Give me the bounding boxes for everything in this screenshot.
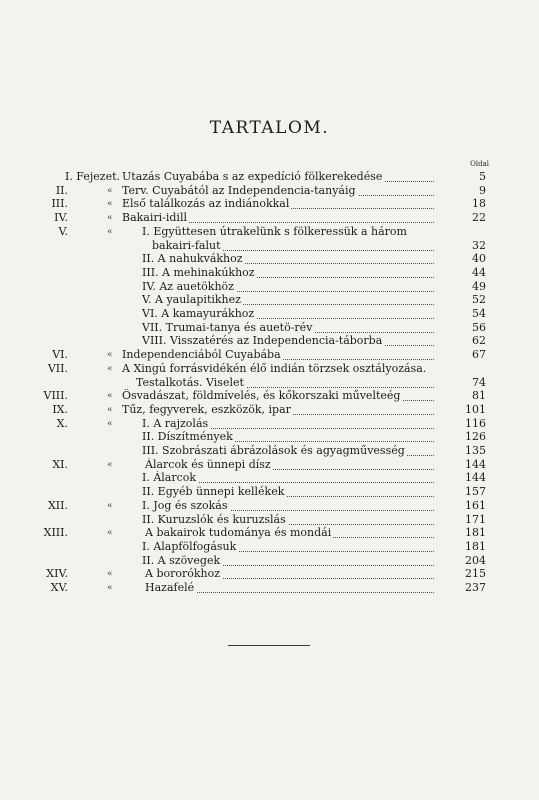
entry-title-text: A bakairok tudománya és mondái: [145, 526, 332, 540]
entry-title-text: IV. Az auetökhöz: [142, 279, 234, 293]
entry-title-text: Bakairi-idill: [122, 211, 187, 225]
entry-title-text: Testalkotás. Viselet: [136, 375, 244, 389]
toc-row: [0, 321, 539, 335]
chapter-number: III.: [51, 197, 68, 211]
page-title: TARTALOM.: [209, 118, 330, 138]
ditto-mark: «: [107, 213, 113, 224]
toc-row: [0, 362, 539, 376]
chapter-number: V.: [58, 224, 68, 238]
toc-row: [0, 554, 539, 568]
entry-title: [142, 225, 440, 239]
ditto-mark: «: [107, 391, 113, 402]
toc-row: [0, 266, 539, 280]
chapter-number: I. Fejezet.: [64, 170, 120, 183]
chapter-number: X.: [56, 416, 68, 430]
closing-rule: [228, 645, 310, 646]
toc-row: [0, 280, 539, 294]
entry-title-text: II. A nahukvákhoz: [142, 252, 243, 266]
entry-title-text: Utazás Cuyabába s az expedíció fölkerekedése: [122, 170, 383, 183]
toc-row: [0, 417, 539, 431]
page-number: 204: [465, 553, 486, 567]
entry-title: [142, 540, 440, 554]
toc-row: [0, 513, 539, 527]
entry-title: [142, 321, 440, 335]
entry-title: [122, 362, 440, 376]
page-number: 74: [472, 375, 486, 389]
chapter-number: XIV.: [46, 567, 68, 581]
entry-title-text: Terv. Cuyabától az Independencia-tanyáig: [122, 183, 356, 197]
chapter-number: XIII.: [43, 526, 68, 540]
entry-title-text: VI. A kamayurákhoz: [142, 307, 255, 320]
entry-title: [122, 403, 440, 417]
entry-title: [142, 307, 440, 321]
entry-title-text: Ösvadászat, földmívelés, és kőkorszaki művelteég: [122, 389, 401, 403]
entry-title-text: Első találkozás az indiánokkal: [122, 197, 290, 211]
entry-title-text: II. A szövegek: [142, 553, 221, 567]
ditto-mark: «: [107, 500, 113, 511]
toc-row: [0, 348, 539, 362]
page-number: 52: [472, 293, 486, 307]
entry-title: [142, 471, 440, 485]
toc-row: [0, 334, 539, 348]
toc-row: [0, 170, 539, 184]
entry-title: [142, 430, 440, 444]
ditto-mark: «: [107, 583, 113, 593]
page-number: 44: [472, 265, 486, 279]
toc-row: [0, 403, 539, 417]
entry-title-text: Hazafelé: [145, 581, 195, 594]
entry-title-text: Independenciából Cuyabába: [122, 348, 281, 362]
toc-row: [0, 376, 539, 390]
entry-title: [142, 293, 440, 307]
ditto-mark: «: [107, 199, 113, 210]
entry-title-text: III. Szobrászati ábrázolások és agyagművesség: [142, 444, 405, 457]
toc-row: [0, 485, 539, 499]
entry-title: [142, 513, 440, 527]
toc-row: [0, 526, 539, 540]
entry-title-text: III. A mehinakúkhoz: [142, 265, 255, 279]
page-number: 135: [465, 444, 486, 457]
page-number: 81: [472, 389, 486, 403]
entry-title-text: A bororókhoz: [145, 567, 221, 581]
entry-title-text: Álarcok és ünnepi dísz: [145, 457, 271, 471]
toc-row: [0, 293, 539, 307]
ditto-mark: «: [107, 363, 113, 374]
chapter-number: IV.: [54, 211, 68, 225]
page-number: 171: [465, 512, 486, 526]
entry-title: [145, 581, 440, 595]
page-number: 161: [465, 498, 486, 512]
page-number: 157: [465, 485, 486, 499]
entry-title: [122, 211, 440, 225]
entry-title-text: I. Álarcok: [142, 471, 197, 485]
entry-title: [122, 389, 440, 403]
chapter-number: XI.: [52, 457, 68, 471]
page-number: 22: [472, 211, 486, 225]
entry-title: [142, 334, 440, 348]
ditto-mark: «: [107, 528, 113, 539]
page-number: 126: [465, 430, 486, 444]
ditto-mark: «: [107, 569, 113, 580]
page-number: 5: [479, 170, 486, 183]
entry-title: [145, 526, 440, 540]
entry-title-text: II. Kuruzslók és kuruzslás: [142, 512, 286, 526]
toc-row: [0, 252, 539, 266]
entry-title-text: I. Együttesen útrakelünk s fölkeressük a három: [142, 224, 407, 238]
ditto-mark: «: [107, 226, 113, 237]
entry-title: [145, 567, 440, 581]
ditto-mark: «: [107, 418, 113, 429]
page-number: 181: [465, 539, 486, 553]
page-number: 215: [465, 567, 486, 581]
toc-row: [0, 458, 539, 472]
page-number: 56: [472, 320, 486, 334]
page-number: 54: [472, 307, 486, 320]
entry-title-text: I. Alapfölfogásuk: [142, 539, 237, 553]
entry-title-text: A Xingú forrásvidékén élő indián törzsek osztályozása.: [122, 361, 427, 375]
ditto-mark: «: [107, 350, 113, 361]
toc-row: [0, 430, 539, 444]
page-number: 62: [472, 334, 486, 348]
toc-row: [0, 540, 539, 554]
chapter-number: VII.: [47, 361, 68, 375]
page-number: 32: [472, 238, 486, 252]
page-number: 144: [465, 471, 486, 485]
toc-row: [0, 211, 539, 225]
toc-row: [0, 197, 539, 211]
toc-row: [0, 471, 539, 485]
page-number: 116: [465, 416, 486, 430]
entry-title: [136, 376, 440, 390]
chapter-number: XII.: [47, 498, 68, 512]
page-number: 18: [472, 197, 486, 211]
entry-title: [142, 499, 440, 513]
chapter-number: IX.: [52, 402, 68, 416]
page-number: 9: [479, 183, 486, 197]
chapter-number: XV.: [50, 581, 68, 594]
toc-row: [0, 567, 539, 581]
entry-title: [122, 197, 440, 211]
page-number: 67: [472, 348, 486, 362]
entry-title: [142, 417, 440, 431]
entry-title-text: V. A yaulapitikhez: [142, 293, 241, 307]
toc-row: [0, 444, 539, 458]
ditto-mark: «: [107, 404, 113, 415]
toc-row: [0, 184, 539, 198]
chapter-number: VIII.: [43, 389, 68, 403]
toc-row: [0, 581, 539, 595]
entry-title-text: I. Jog és szokás: [142, 498, 228, 512]
entry-title: [142, 554, 440, 568]
page-number: 49: [472, 279, 486, 293]
page-number: 101: [465, 402, 486, 416]
entry-title: [122, 348, 440, 362]
entry-title: [142, 252, 440, 266]
toc-row: [0, 307, 539, 321]
page-number: 181: [465, 526, 486, 540]
entry-title: [122, 184, 440, 198]
toc-row: [0, 389, 539, 403]
chapter-number: II.: [55, 183, 68, 197]
chapter-number: VI.: [52, 348, 68, 362]
entry-title-text: bakairi-falut: [152, 238, 221, 252]
toc-row: [0, 225, 539, 239]
page-column-header: Oldal: [470, 160, 489, 168]
toc-row: [0, 239, 539, 253]
entry-title: [122, 170, 440, 184]
entry-title: [142, 485, 440, 499]
entry-title: [142, 280, 440, 294]
page-number: 144: [465, 457, 486, 471]
toc-row: [0, 499, 539, 513]
entry-title-text: Tűz, fegyverek, eszközök, ipar: [122, 402, 291, 416]
entry-title-text: VIII. Visszatérés az Independencia-táborba: [142, 334, 383, 348]
ditto-mark: «: [107, 185, 113, 196]
entry-title: [142, 266, 440, 280]
entry-title-text: II. Díszítmények: [142, 430, 233, 444]
entry-title-text: II. Egyéb ünnepi kellékek: [142, 485, 285, 499]
entry-title: [142, 444, 440, 458]
page-number: 237: [465, 581, 486, 594]
entry-title: [152, 239, 440, 253]
page-number: 40: [472, 252, 486, 266]
entry-title-text: VII. Trumai-tanya és auetö-rév: [142, 320, 313, 334]
entry-title: [145, 458, 440, 472]
ditto-mark: «: [107, 459, 113, 470]
entry-title-text: I. A rajzolás: [142, 416, 209, 430]
